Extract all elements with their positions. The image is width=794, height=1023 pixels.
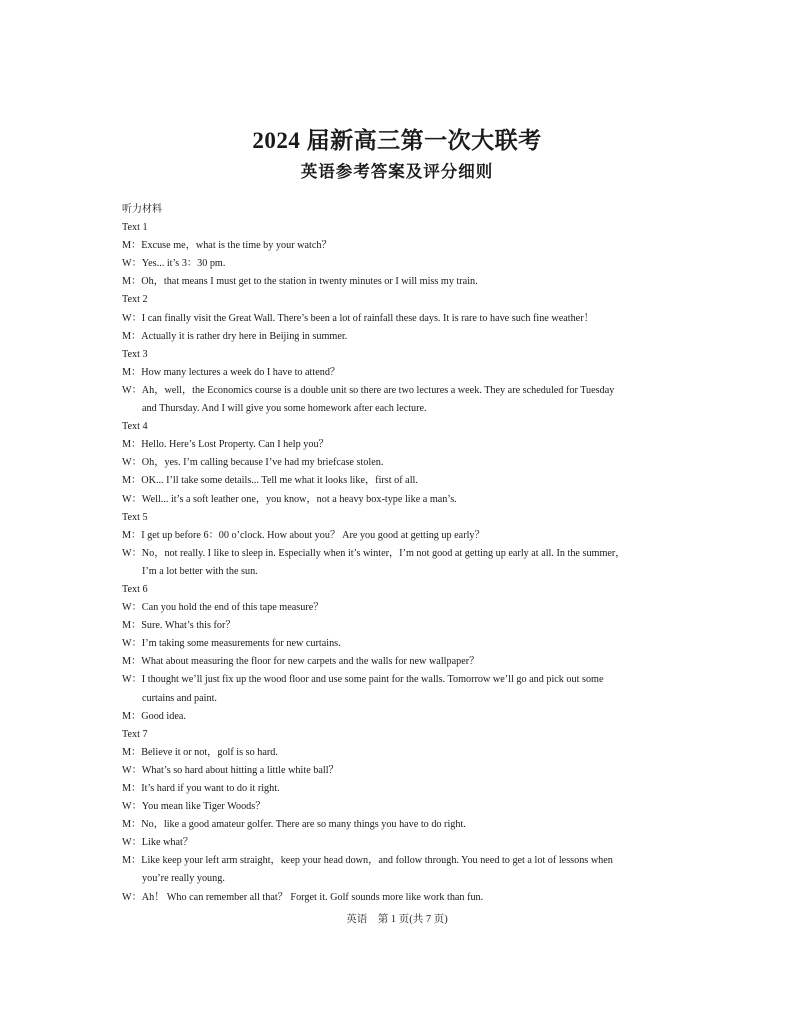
dialogue-continuation: you’re really young. <box>142 873 225 885</box>
dialogue-line: M：Excuse me，what is the time by your watch？ <box>122 240 332 252</box>
dialogue-line: M：No，like a good amateur golfer. There are so many things you have to do right. <box>122 819 466 831</box>
dialogue-line: M：I get up before 6：00 o’clock. How about you？ Are you good at getting up early？ <box>122 529 485 541</box>
dialogue-continuation: and Thursday. And I will give you some homework after each lecture. <box>142 403 427 415</box>
text-label: Text 1 <box>122 222 148 234</box>
dialogue-line: W：What’s so hard about hitting a little white ball？ <box>122 764 339 776</box>
dialogue-line: M：OK... I’ll take some details... Tell me what it looks like，first of all. <box>122 475 418 487</box>
listening-transcript <box>122 201 682 907</box>
dialogue-line: W：Well... it’s a soft leather one，you know，not a heavy box-type like a man’s. <box>122 493 457 505</box>
text-label: Text 6 <box>122 583 148 595</box>
dialogue-line: W：Like what？ <box>122 837 194 849</box>
dialogue-line: W：Yes... it’s 3：30 pm. <box>122 258 226 270</box>
dialogue-line: W：I can finally visit the Great Wall. There’s been a lot of rainfall these days. It is rare to have such fine weather！ <box>122 312 594 324</box>
dialogue-line: M：Like keep your left arm straight，keep your head down，and follow through. You need to get a lot of lessons when <box>122 855 613 867</box>
page-footer: 英语 第 1 页(共 7 页) <box>346 914 448 925</box>
dialogue-continuation: I’m a lot better with the sun. <box>142 565 258 577</box>
dialogue-line: W：Ah！ Who can remember all that？ Forget it. Golf sounds more like work than fun. <box>122 891 484 903</box>
text-label: Text 3 <box>122 348 148 360</box>
text-label: Text 7 <box>122 728 148 740</box>
dialogue-line: M：It’s hard if you want to do it right. <box>122 783 280 794</box>
dialogue-line: M：Good idea. <box>122 710 186 722</box>
dialogue-line: M：Actually it is rather dry here in Beijing in summer. <box>122 330 348 342</box>
dialogue-line: M：What about measuring the floor for new carpets and the walls for new wallpaper？ <box>122 656 480 668</box>
dialogue-line: M：Believe it or not，golf is so hard. <box>122 746 278 758</box>
dialogue-line: M：Sure. What’s this for？ <box>122 620 236 632</box>
dialogue-line: M：Oh，that means I must get to the station in twenty minutes or I will miss my train. <box>122 276 478 288</box>
dialogue-line: W：You mean like Tiger Woods？ <box>122 801 266 813</box>
dialogue-line: W：Ah，well，the Economics course is a double unit so there are two lectures a week. They are scheduled for Tuesday <box>122 384 615 396</box>
page-title: 2024 届新高三第一次大联考 <box>252 128 542 153</box>
text-label: Text 4 <box>122 421 148 433</box>
dialogue-line: W：No，not really. I like to sleep in. Especially when it’s winter，I’m not good at getting up early at all. In the summer， <box>122 547 626 559</box>
section-heading: 听力材料 <box>122 204 162 215</box>
dialogue-line: M：How many lectures a week do I have to attend？ <box>122 366 341 378</box>
dialogue-line: W：I thought we’ll just fix up the wood floor and use some paint for the walls. Tomorrow we’ll go and pick out some <box>122 674 604 686</box>
dialogue-line: W：Oh，yes. I’m calling because I’ve had my briefcase stolen. <box>122 457 384 469</box>
dialogue-line: W：I’m taking some measurements for new curtains. <box>122 638 341 650</box>
text-label: Text 5 <box>122 511 148 523</box>
page-subtitle: 英语参考答案及评分细则 <box>300 162 494 181</box>
dialogue-line: M：Hello. Here’s Lost Property. Can I help you？ <box>122 439 329 451</box>
text-label: Text 2 <box>122 294 148 306</box>
dialogue-line: W：Can you hold the end of this tape measure？ <box>122 602 324 614</box>
transcript-lines <box>122 219 682 907</box>
dialogue-continuation: curtains and paint. <box>142 692 217 704</box>
